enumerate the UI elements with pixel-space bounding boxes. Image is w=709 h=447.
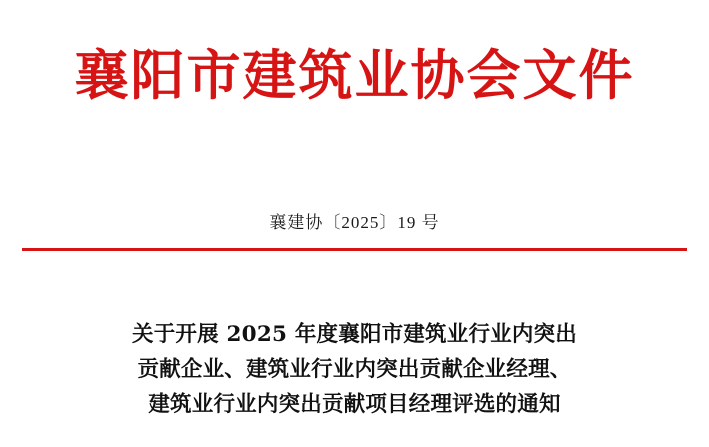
document-title xyxy=(60,318,649,422)
document-number: 襄建协〔2025〕19 号 xyxy=(269,213,440,232)
document-title-line-1: 关于开展 2025 年度襄阳市建筑业行业内突出 xyxy=(132,322,577,347)
masthead xyxy=(0,44,709,106)
red-divider-rule xyxy=(22,248,687,251)
organization-title: 襄阳市建筑业协会文件 xyxy=(74,43,635,107)
document-title-line-3: 建筑业行业内突出贡献项目经理评选的通知 xyxy=(148,391,561,417)
document-title-line-2: 贡献企业、建筑业行业内突出贡献企业经理、 xyxy=(137,356,572,382)
